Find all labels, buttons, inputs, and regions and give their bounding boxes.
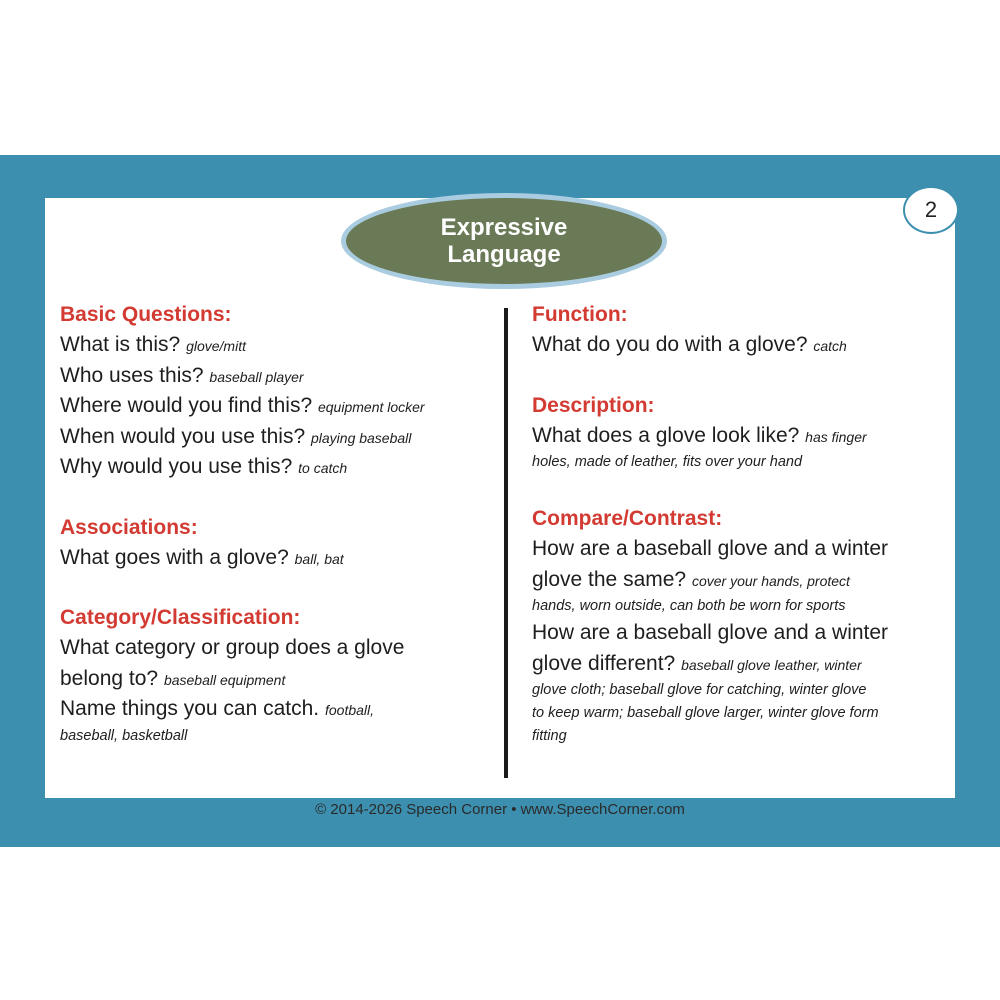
answer-line: glove cloth; baseball glove for catching, winter glove xyxy=(532,682,867,698)
answer-line: hands, worn outside, can both be worn for sports xyxy=(532,598,846,614)
section-heading: Description: xyxy=(532,393,655,417)
card-title xyxy=(404,214,604,268)
question-line: glove different? baseball glove leather, winter xyxy=(532,651,862,675)
question-line: Why would you use this? to catch xyxy=(60,455,348,478)
answer-line: to keep warm; baseball glove larger, winter glove form xyxy=(532,705,879,721)
question-line: Where would you find this? equipment locker xyxy=(60,394,425,417)
title-badge xyxy=(341,193,667,289)
description-section xyxy=(532,391,948,475)
question-line: What do you do with a glove? catch xyxy=(532,333,847,356)
title-line-1: Expressive xyxy=(440,214,568,241)
question-line: How are a baseball glove and a winter xyxy=(532,537,889,560)
question-line: What is this? glove/mitt xyxy=(60,333,246,356)
basic-questions-section xyxy=(60,300,490,483)
question-line: What category or group does a glove xyxy=(60,636,405,659)
question-line: belong to? baseball equipment xyxy=(60,666,286,690)
question-line: Who uses this? baseball player xyxy=(60,363,304,387)
left-column xyxy=(60,300,490,778)
function-section xyxy=(532,300,948,361)
associations-section xyxy=(60,513,490,574)
section-heading: Category/Classification: xyxy=(60,606,301,629)
question-line: Name things you can catch. football, xyxy=(60,697,375,720)
category-section xyxy=(60,603,490,748)
column-divider xyxy=(504,308,508,778)
question-line: glove the same? cover your hands, protect xyxy=(532,567,850,591)
section-heading: Compare/Contrast: xyxy=(532,507,723,530)
copyright-footer: © 2014-2026 Speech Corner • www.SpeechCorner.com xyxy=(315,801,685,818)
answer-line: holes, made of leather, fits over your hand xyxy=(532,454,803,470)
answer-line: baseball, basketball xyxy=(60,727,188,744)
question-line: What does a glove look like? has finger xyxy=(532,423,867,447)
section-heading: Function: xyxy=(532,303,628,326)
question-line: What goes with a glove? ball, bat xyxy=(60,545,344,569)
section-heading: Basic Questions: xyxy=(60,303,232,326)
question-line: How are a baseball glove and a winter xyxy=(532,621,889,644)
section-heading: Associations: xyxy=(60,515,198,539)
compare-contrast-section xyxy=(532,504,948,748)
title-line-2: Language xyxy=(447,241,561,268)
right-column xyxy=(532,300,948,778)
card-number-badge: 2 xyxy=(903,186,959,234)
question-line: When would you use this? playing baseball xyxy=(60,424,412,448)
answer-line: fitting xyxy=(532,728,567,744)
